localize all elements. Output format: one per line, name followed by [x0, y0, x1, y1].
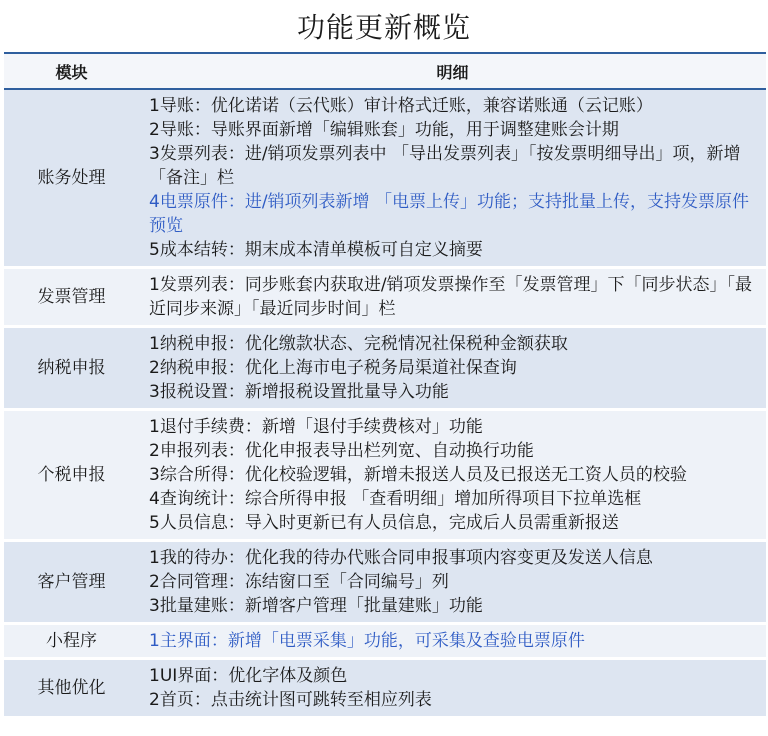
table-row [4, 269, 766, 328]
detail-line: 1UI界面：优化字体及颜色 [149, 666, 348, 686]
detail-line: 1导账：优化诺诺（云代账）审计格式迁账，兼容诺账通（云记账） [149, 96, 653, 116]
page-title: 功能更新概览 [296, 11, 471, 44]
detail-line-highlight: 1主界面：新增「电票采集」功能，可采集及查验电票原件 [149, 631, 585, 651]
detail-line: 1退付手续费：新增「退付手续费核对」功能 [149, 417, 483, 437]
module-column-header: 模块 [4, 52, 139, 90]
module-cell: 纳税申报 [4, 328, 139, 411]
detail-line: 3批量建账：新增客户管理「批量建账」功能 [149, 596, 483, 616]
detail-line: 3发票列表：进/销项发票列表中 「导出发票列表」「按发票明细导出」项，新增「备注」栏 [149, 144, 741, 188]
update-table [4, 52, 766, 719]
detail-line: 1我的待办：优化我的待办代账合同申报事项内容变更及发送人信息 [149, 548, 653, 568]
table-header-row [4, 52, 766, 90]
module-cell: 个税申报 [4, 411, 139, 542]
table-row [4, 542, 766, 625]
table-row [4, 660, 766, 719]
module-cell: 发票管理 [4, 269, 139, 328]
module-cell: 客户管理 [4, 542, 139, 625]
detail-cell [139, 90, 766, 269]
detail-cell [139, 625, 766, 660]
table-row [4, 328, 766, 411]
detail-cell [139, 328, 766, 411]
module-cell: 小程序 [4, 625, 139, 660]
table-row [4, 411, 766, 542]
detail-line: 5人员信息：导入时更新已有人员信息，完成后人员需重新报送 [149, 513, 619, 533]
detail-line: 3综合所得：优化校验逻辑，新增未报送人员及已报送无工资人员的校验 [149, 465, 687, 485]
module-cell: 账务处理 [4, 90, 139, 269]
detail-line: 3报税设置：新增报税设置批量导入功能 [149, 382, 449, 402]
detail-column-header: 明细 [139, 52, 766, 90]
detail-line: 1纳税申报：优化缴款状态、完税情况社保税种金额获取 [149, 334, 568, 354]
detail-line: 2申报列表：优化申报表导出栏列宽、自动换行功能 [149, 441, 534, 461]
detail-cell [139, 411, 766, 542]
detail-line: 5成本结转：期末成本清单模板可自定义摘要 [149, 240, 483, 260]
detail-cell [139, 542, 766, 625]
detail-line: 2纳税申报：优化上海市电子税务局渠道社保查询 [149, 358, 517, 378]
detail-cell [139, 660, 766, 719]
detail-line: 4查询统计：综合所得申报 「查看明细」增加所得项目下拉单选框 [149, 489, 642, 509]
detail-cell [139, 269, 766, 328]
table-row [4, 625, 766, 660]
module-cell: 其他优化 [4, 660, 139, 719]
detail-line-highlight: 4电票原件：进/销项列表新增 「电票上传」功能；支持批量上传，支持发票原件预览 [149, 192, 749, 236]
detail-line: 2合同管理：冻结窗口至「合同编号」列 [149, 572, 449, 592]
detail-line: 1发票列表：同步账套内获取进/销项发票操作至「发票管理」下「同步状态」「最近同步来源」「最近同步时间」栏 [149, 275, 753, 319]
detail-line: 2导账：导账界面新增「编辑账套」功能，用于调整建账会计期 [149, 120, 619, 140]
table-row [4, 90, 766, 269]
detail-line: 2首页：点击统计图可跳转至相应列表 [149, 690, 432, 710]
